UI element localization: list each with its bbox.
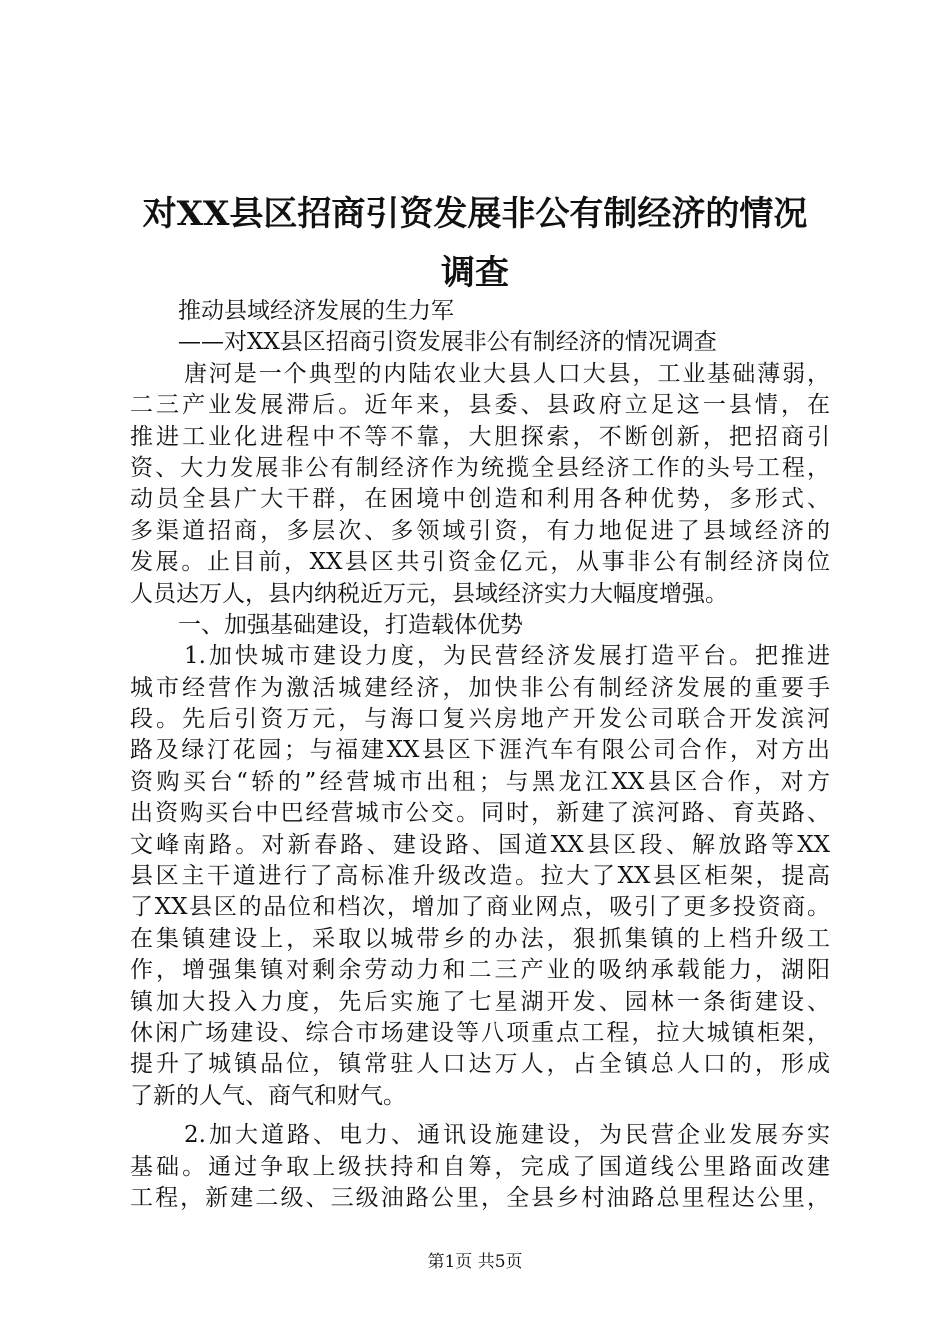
document-body [130, 296, 830, 1214]
paragraph-line: 基础。通过争取上级扶持和自筹，完成了国道线公里路面改建 [130, 1153, 830, 1180]
intro-paragraph [130, 359, 830, 610]
paragraph-line: 提升了城镇品位，镇常驻人口达万人，占全镇总人口的，形成 [130, 1051, 830, 1078]
paragraph-line: 出资购买台中巴经营城市公交。同时，新建了滨河路、育英路、 [130, 800, 830, 827]
paragraph-line: 2.加大道路、电力、通讯设施建设，为民营企业发展夯实 [184, 1122, 830, 1149]
paragraph-line: 文峰南路。对新春路、建设路、国道XX县区段、解放路等XX [130, 831, 830, 858]
paragraph-line: 工程，新建二级、三级油路公里，全县乡村油路总里程达公里， [130, 1184, 830, 1211]
subtitle: 推动县域经济发展的生力军 [178, 298, 454, 324]
paragraph-line: 资购买台“轿的”经营城市出租；与黑龙江XX县区合作，对方 [130, 768, 830, 795]
paragraph-line: 段。先后引资万元，与海口复兴房地产开发公司联合开发滨河 [130, 706, 830, 733]
paragraph-line: 了XX县区的品位和档次，增加了商业网点，吸引了更多投资商。 [130, 894, 830, 921]
paragraph-line: 推进工业化进程中不等不靠，大胆探索，不断创新，把招商引 [130, 423, 830, 450]
paragraph-line: 1.加快城市建设力度，为民营经济发展打造平台。把推进 [184, 643, 830, 670]
page-footer: 第1页 共5页 [427, 1252, 523, 1272]
paragraph-line: 县区主干道进行了高标准升级改造。拉大了XX县区柜架，提高 [130, 863, 830, 890]
paragraph-line: 发展。止目前，XX县区共引资金亿元，从事非公有制经济岗位 [130, 549, 830, 576]
section-heading: 一、加强基础建设，打造载体优势 [178, 611, 523, 638]
paragraph-line: 了新的人气、商气和财气。 [130, 1082, 406, 1109]
paragraph-line: 路及绿汀花园；与福建XX县区下涯汽车有限公司合作，对方出 [130, 737, 830, 764]
paragraph-line: 唐河是一个典型的内陆农业大县人口大县，工业基础薄弱， [184, 360, 830, 387]
paragraph-gap [130, 1112, 830, 1120]
paragraph-line: 多渠道招商，多层次、多领域引资，有力地促进了县域经济的 [130, 517, 830, 544]
paragraph-line: 动员全县广大干群，在困境中创造和利用各种优势，多形式、 [130, 486, 830, 513]
document-title-line2: 调查 [441, 253, 509, 293]
paragraph-1 [130, 641, 830, 1112]
paragraph-line: 资、大力发展非公有制经济作为统揽全县经济工作的头号工程， [130, 454, 830, 481]
subtitle-line2: ——对XX县区招商引资发展非公有制经济的情况调查 [178, 329, 717, 356]
paragraph-line: 人员达万人，县内纳税近万元，县域经济实力大幅度增强。 [130, 580, 728, 607]
paragraph-line: 二三产业发展滞后。近年来，县委、县政府立足这一县情，在 [130, 392, 830, 419]
paragraph-line: 休闲广场建设、综合市场建设等八项重点工程，拉大城镇柜架， [130, 1019, 830, 1046]
paragraph-line: 镇加大投入力度，先后实施了七星湖开发、园林一条街建设、 [130, 988, 830, 1015]
paragraph-line: 作，增强集镇对剩余劳动力和二三产业的吸纳承载能力，湖阳 [130, 957, 830, 984]
paragraph-line: 城市经营作为激活城建经济，加快非公有制经济发展的重要手 [130, 674, 830, 701]
document-title-line1: 对XX县区招商引资发展非公有制经济的情况 [142, 194, 808, 234]
paragraph-line: 在集镇建设上，采取以城带乡的办法，狠抓集镇的上档升级工 [130, 925, 830, 952]
paragraph-2 [130, 1120, 830, 1214]
